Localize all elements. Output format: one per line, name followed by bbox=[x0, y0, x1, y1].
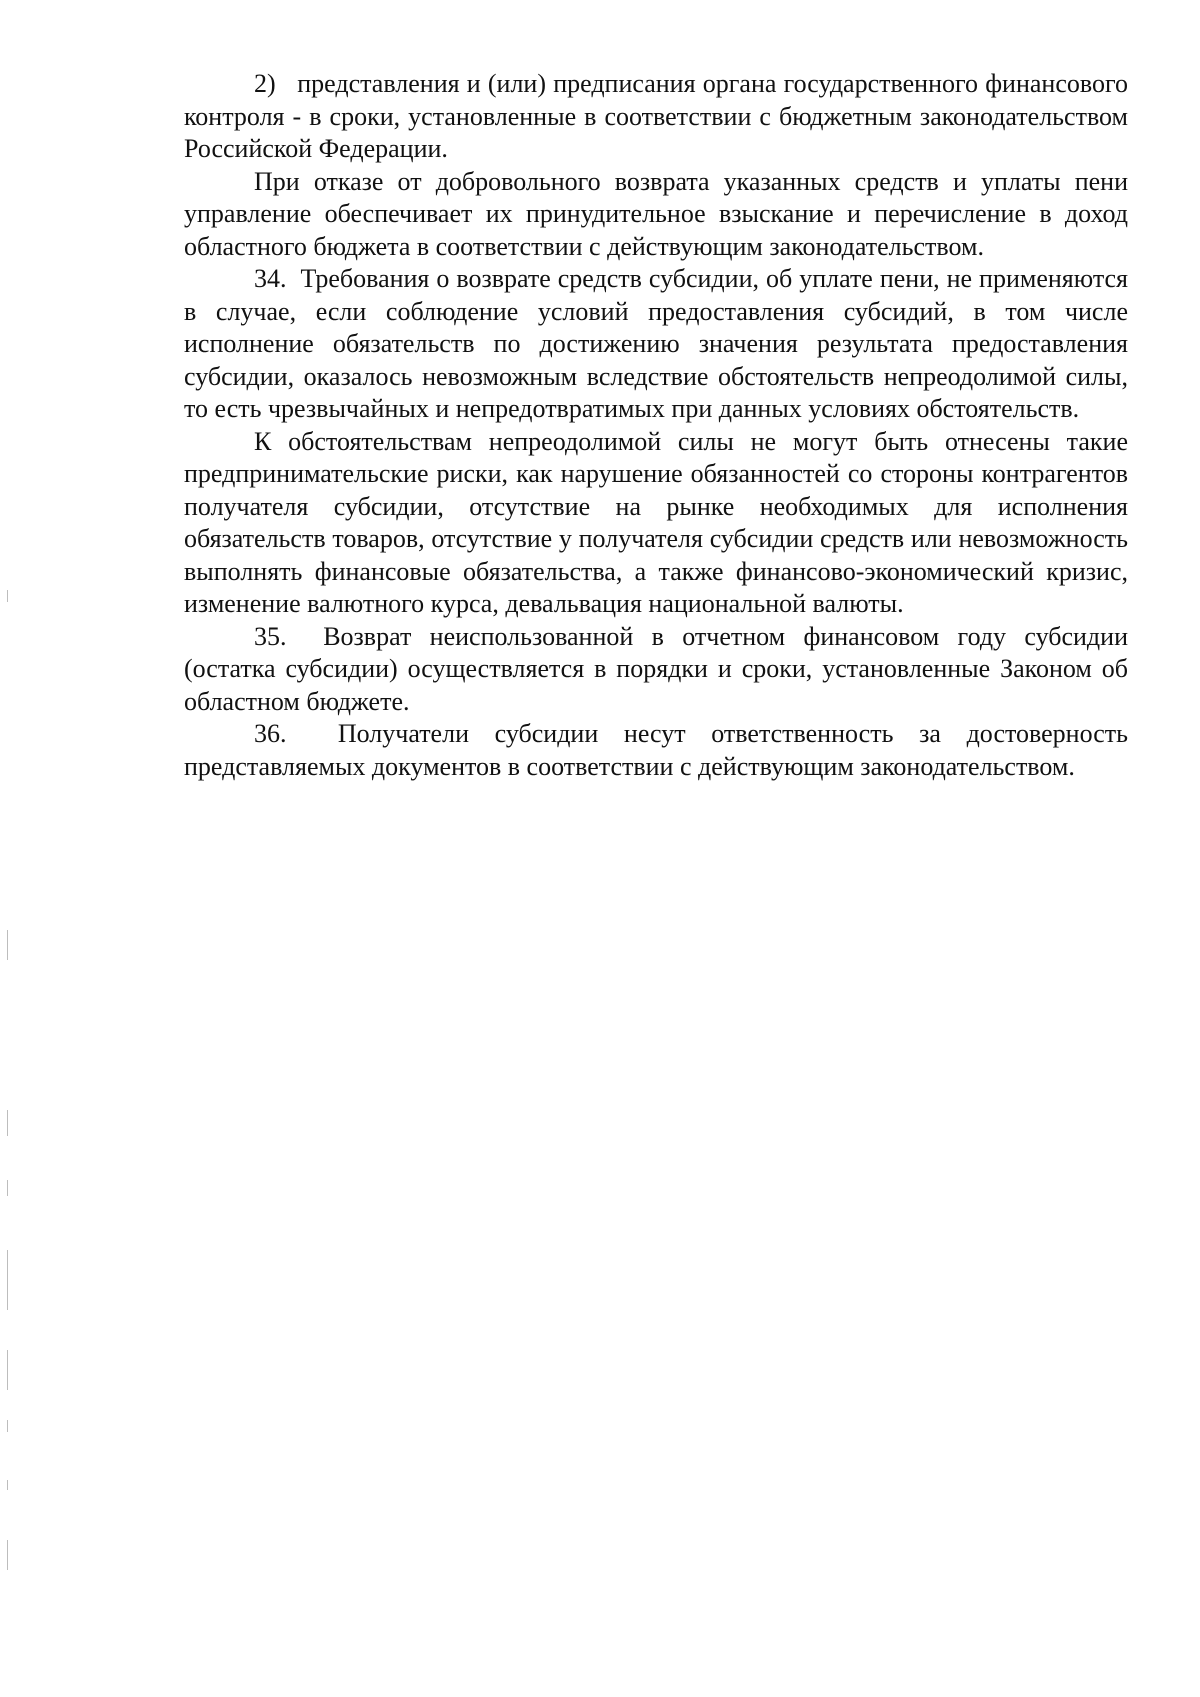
scan-margin-mark bbox=[7, 1180, 8, 1196]
scan-margin-mark bbox=[7, 1420, 8, 1432]
paragraph-item-2: 2) представления и (или) предписания органа государственного финансового контроля - в сроки, установленные в соответствии с бюджетным законодательством Российской Федерации. bbox=[184, 69, 1128, 163]
paragraph-refusal: При отказе от добровольного возврата указанных средств и уплаты пени управление обеспечивает их принудительное взыскание и перечисление в доход областного бюджета в соответствии с действующим законодательством. bbox=[184, 166, 1128, 261]
scan-margin-mark bbox=[7, 1540, 8, 1570]
scan-margin-mark bbox=[7, 930, 8, 960]
scan-margin-mark bbox=[7, 1110, 8, 1136]
paragraph-35: 35. Возврат неиспользованной в отчетном финансовом году субсидии (остатка субсидии) осуществляется в порядки и сроки, установленные Законом об областном бюджете. bbox=[184, 621, 1128, 716]
paragraph-36: 36. Получатели субсидии несут ответственность за достоверность представляемых документов в соответствии с действующим законодательством. bbox=[184, 719, 1128, 781]
paragraph-34: 34. Требования о возврате средств субсидии, об уплате пени, не применяются в случае, если соблюдение условий предоставления субсидий, в том числе исполнение обязательств по достижению значения результата предоставления субсидии, оказалось невозможным вследствие обстоятельств непреодолимой силы, то есть чрезвычайных и непредотвратимых при данных условиях обстоятельств. bbox=[184, 264, 1128, 423]
scan-margin-mark bbox=[7, 1480, 8, 1490]
scan-margin-mark bbox=[7, 590, 8, 602]
scan-margin-mark bbox=[7, 1250, 8, 1310]
scan-margin-mark bbox=[7, 1350, 8, 1390]
paragraph-force-majeure: К обстоятельствам непреодолимой силы не могут быть отнесены такие предпринимательские риски, как нарушение обязанностей со стороны контрагентов получателя субсидии, отсутствие на рынке необходимых для исполнения обязательств товаров, отсутствие у получателя субсидии средств или невозможность выполнять финансовые обязательства, а также финансово-экономический кризис, изменение валютного курса, девальвация национальной валюты. bbox=[184, 426, 1128, 618]
document-body bbox=[184, 68, 1128, 783]
